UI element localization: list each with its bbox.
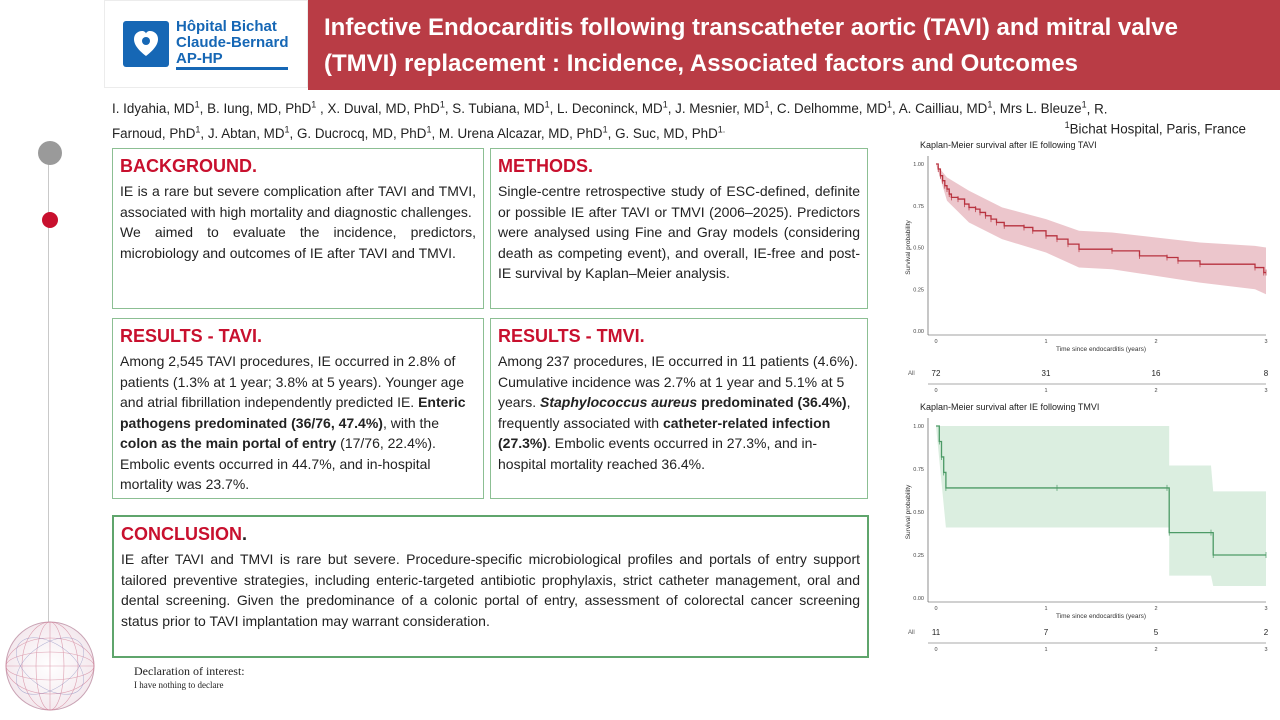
background-section (112, 148, 484, 309)
y-axis-label: Survival probability (905, 484, 912, 540)
globe-decoration-icon (4, 620, 96, 712)
declaration-of-interest (134, 664, 245, 691)
risk-table-tick: 0 (934, 388, 938, 394)
chart-title: Kaplan-Meier survival after IE following TMVI (920, 402, 1100, 412)
risk-table-tick: 1 (1044, 647, 1048, 653)
chart-title: Kaplan-Meier survival after IE following TAVI (920, 140, 1097, 150)
risk-table-value: 8 (1263, 369, 1269, 378)
logo-underline (176, 67, 288, 70)
risk-table-label: All (908, 371, 915, 377)
risk-table-tick: 1 (1044, 388, 1048, 394)
km-chart-tmvi (898, 398, 1276, 664)
results-tmvi-section (490, 318, 868, 499)
author: , L. Deconinck, $MD^1$ (549, 100, 668, 117)
methods-text: Single-centre retrospective study of ESC-defined, definite or possible IE after TAVI or TMVI (2006–2025). Predictors were analysed using Fine and Gray models (considering death as competing event), and overall, IE-free and post-IE survival by Kaplan–Meier analysis. (498, 183, 860, 281)
author: , J. Abtan, $MD^1$ (200, 124, 290, 141)
results-tavi-heading: RESULTS - TAVI. (120, 326, 262, 346)
x-axis-label: Time since endocarditis (years) (1055, 613, 1147, 620)
author: , C. Delhomme, $MD^1$ (769, 100, 893, 117)
y-tick-label: 0.00 (913, 596, 924, 602)
author: , X. Duval, MD, PhD$^1$ (316, 100, 445, 117)
risk-table-label: All (908, 630, 915, 636)
poster-title (308, 0, 1280, 90)
methods-heading: METHODS. (498, 156, 594, 176)
title-line-1: Infective Endocarditis following transcatheter aortic (TAVI) and mitral valve (324, 14, 1178, 41)
hospital-logo-text (176, 19, 289, 67)
y-tick-label: 1.00 (913, 424, 924, 430)
hospital-heart-icon (123, 21, 169, 67)
risk-table-value: 11 (931, 628, 941, 637)
author: , M. Urena Alcazar, MD, PhD$^1$ (431, 124, 608, 141)
risk-table-value: 7 (1043, 628, 1049, 637)
y-tick-label: 0.75 (913, 203, 924, 210)
risk-table-value: 72 (931, 369, 941, 378)
x-tick-label: 3 (1264, 339, 1268, 345)
y-tick-label: 0.25 (913, 287, 924, 294)
methods-section (490, 148, 868, 309)
y-tick-label: 0.00 (913, 329, 924, 335)
affiliation: $^1$Bichat Hospital, Paris, France (1064, 120, 1246, 137)
author: I. Idyahia, $MD^1$ (112, 100, 200, 117)
risk-table-tick: 0 (934, 647, 938, 653)
author: , S. Tubiana, $MD^1$ (444, 100, 550, 117)
background-heading: BACKGROUND. (120, 156, 257, 176)
author: , J. Mesnier, $MD^1$ (667, 100, 770, 117)
x-tick-label: 2 (1154, 339, 1158, 345)
risk-table-tick: 3 (1264, 647, 1268, 653)
author: Farnoud, PhD$^1$ (112, 124, 201, 141)
x-tick-label: 1 (1044, 339, 1048, 345)
risk-table-value: 2 (1263, 628, 1269, 637)
conclusion-heading: CONCLUSION. (121, 524, 248, 544)
x-tick-label: 0 (934, 339, 938, 345)
logo-line-1: Hôpital Bichat (176, 18, 277, 35)
conclusion-section (112, 515, 869, 658)
risk-table-tick: 3 (1264, 388, 1268, 394)
author: , G. Suc, MD, PhD$^{1.}$ (607, 124, 726, 141)
conclusion-text: IE after TAVI and TMVI is rare but severe. Procedure-specific microbiological profiles and portals of entry support tailored preventive strategies, including enteric-targeted antibiotic prophylaxis, strict catheter management, oral and dental screening. Given the predominance of a colonic portal of entry, assessment of colorectal cancer screening status prior to TAVI implantation may warrant consideration. (121, 551, 860, 629)
confidence-band (936, 164, 1266, 294)
author: , R. (1086, 101, 1108, 117)
declaration-text: I have nothing to declare (134, 680, 224, 690)
y-tick-label: 0.75 (913, 467, 924, 473)
author: , A. Cailliau, $MD^1$ (892, 100, 993, 117)
y-tick-label: 1.00 (913, 162, 924, 168)
x-tick-label: 1 (1044, 606, 1048, 612)
x-axis-label: Time since endocarditis (years) (1055, 346, 1147, 353)
x-tick-label: 2 (1154, 606, 1158, 612)
declaration-heading: Declaration of interest: (134, 664, 245, 678)
author: , Mrs L. Bleuze$^1$ (992, 100, 1087, 117)
background-text-2: We aimed to evaluate the incidence, predictors, microbiology and outcomes of IE after TAVI and TMVI. (120, 224, 476, 261)
rail-dot-grey (38, 141, 62, 165)
y-tick-label: 0.50 (913, 510, 924, 516)
x-tick-label: 3 (1264, 606, 1268, 612)
risk-table-value: 16 (1151, 369, 1161, 378)
km-chart-tavi (898, 136, 1276, 394)
logo-line-3: AP-HP (176, 50, 223, 67)
results-tavi-text: Among 2,545 TAVI procedures, IE occurred in 2.8% of patients (1.3% at 1 year; 3.8% at 5 years). Younger age and atrial fibrillation independently predicted IE. Enteric pathogens predominated (36/76, 47.4%), with the colon as the main portal of entry (17/76, 22.4%). Embolic events occurred in 44.7%, and in-hospital mortality was 23.7%. (120, 353, 466, 492)
background-text-1: IE is a rare but severe complication after TAVI and TMVI, associated with high mortality and diagnostic challenges. (120, 183, 476, 220)
results-tmvi-heading: RESULTS - TMVI. (498, 326, 645, 346)
logo-line-2: Claude-Bernard (176, 34, 289, 51)
rail-dot-red (42, 212, 58, 228)
risk-table-value: 31 (1041, 369, 1051, 378)
author: , G. Ducrocq, MD, PhD$^1$ (289, 124, 432, 141)
risk-table-tick: 2 (1154, 388, 1158, 394)
author: , B. Iung, MD, PhD$^1$ (199, 100, 317, 117)
y-tick-label: 0.25 (913, 553, 924, 559)
title-line-2: (TMVI) replacement : Incidence, Associated factors and Outcomes (324, 50, 1078, 77)
x-tick-label: 0 (934, 606, 938, 612)
y-tick-label: 0.50 (913, 245, 924, 252)
risk-table-value: 5 (1153, 628, 1159, 637)
results-tavi-section (112, 318, 484, 499)
results-tmvi-text: Among 237 procedures, IE occurred in 11 patients (4.6%). Cumulative incidence was 2.7% at 1 year and 5.1% at 5 years. Staphylococcus aureus predominated (36.4%), frequently associated with catheter-related infection (27.3%). Embolic events occurred in 27.3%, and in-hospital mortality reached 36.4%. (498, 353, 859, 472)
y-axis-label: Survival probability (905, 220, 912, 275)
risk-table-tick: 2 (1154, 647, 1158, 653)
hospital-logo (104, 0, 308, 88)
confidence-band (936, 426, 1266, 586)
